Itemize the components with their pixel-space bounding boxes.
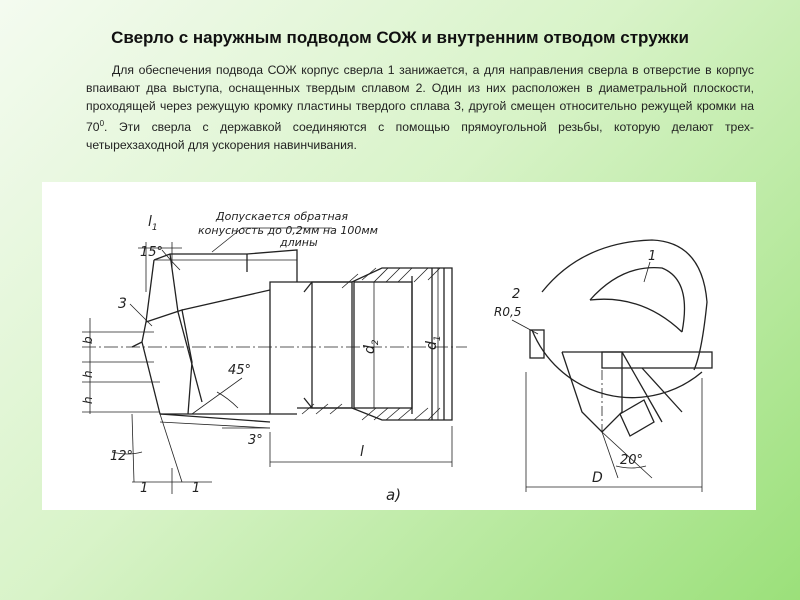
drill-drawing-svg xyxy=(42,182,756,510)
label-15-deg: 15° xyxy=(140,245,164,260)
label-20-deg: 20° xyxy=(620,453,644,468)
paragraph-text-end: . Эти сверла с державкой соединяются с помощью прямоугольной резьбы, которую делают трех-четырехзаходной для ускорения навинчивания. xyxy=(86,120,754,153)
label-D: D xyxy=(592,470,603,486)
label-1-right: 1 xyxy=(192,481,201,496)
label-1-left: 1 xyxy=(140,481,149,496)
label-d1: $d_1$ xyxy=(424,335,443,350)
label-a: а) xyxy=(386,486,402,504)
slide-title: Сверло с наружным подводом СОЖ и внутренним отводом стружки xyxy=(111,28,689,47)
label-l1: $l_1$ xyxy=(148,214,158,233)
label-2: 2 xyxy=(512,287,521,302)
note-line-1: Допускается обратная xyxy=(216,210,348,223)
label-12-deg: 12° xyxy=(110,449,134,464)
label-d2: $d_2$ xyxy=(362,339,381,354)
note-line-2: конусность до 0,2мм на 100мм xyxy=(198,224,378,237)
paragraph-text: Для обеспечения подвода СОЖ корпус сверла 1 занижается, а для направления сверла в отверстие в корпус впаивают два выступа, оснащенных твердым сплавом 2. Один из них расположен в диаметральной плоскости, проходящей через режущую кромку пластины твердого сплава 3, другой смещен относительно режущей кромки на 70 xyxy=(86,63,754,135)
label-45-deg: 45° xyxy=(228,363,252,378)
label-1-end-view: 1 xyxy=(648,249,657,264)
paragraph-superscript: 0 xyxy=(99,119,105,128)
drill-drawing xyxy=(42,182,756,510)
label-h-bottom: h xyxy=(81,396,95,404)
label-3-deg: 3° xyxy=(248,433,263,448)
label-r05: R0,5 xyxy=(494,305,522,319)
label-h-top: h xyxy=(81,370,95,378)
label-l: l xyxy=(360,444,364,460)
note-line-3: длины xyxy=(280,236,318,249)
label-3: 3 xyxy=(118,296,127,312)
description-paragraph xyxy=(86,61,754,154)
label-b: b xyxy=(81,336,95,344)
